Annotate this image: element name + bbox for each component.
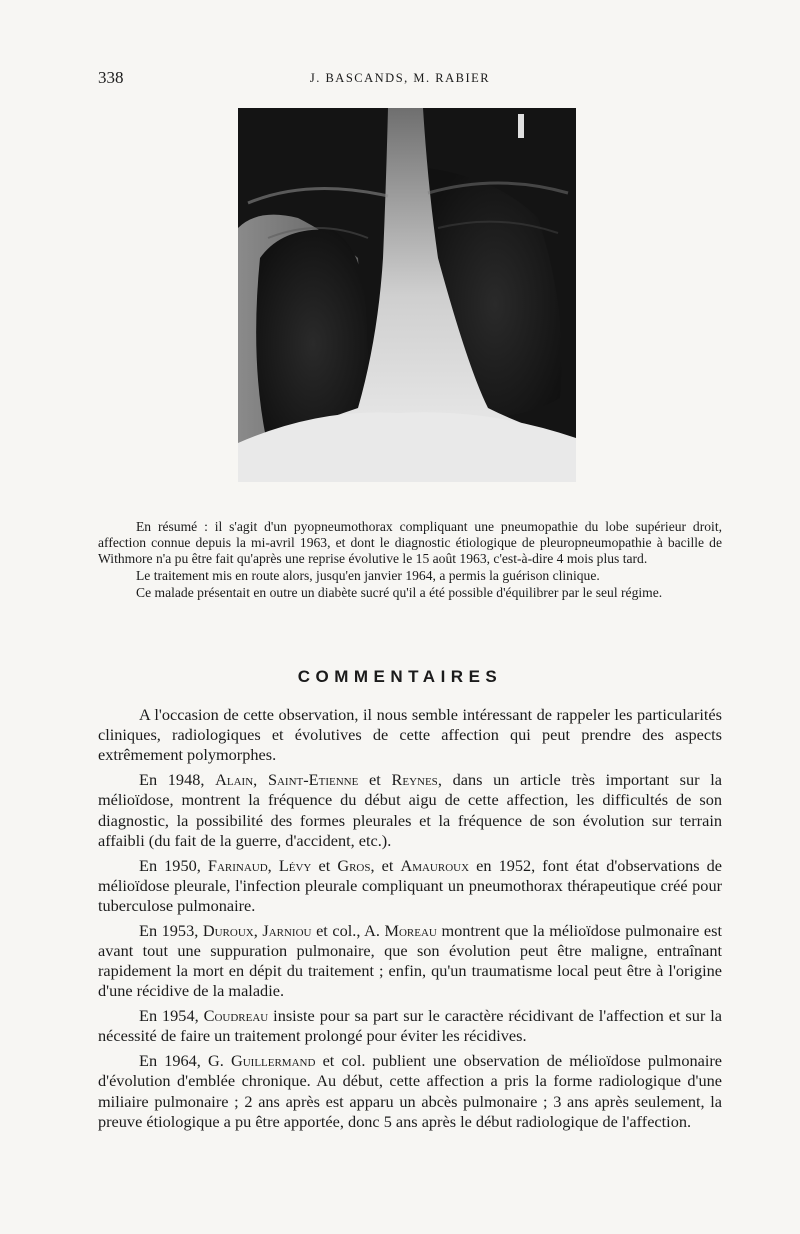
author-name: Saint-Etienne: [267, 770, 359, 790]
paragraph-5: En 1954, Coudreau insiste pour sa part sur le caractère récidivant de l'affection et sur la nécessité de faire un traitement prolongé pour éviter les récidives.: [98, 1006, 722, 1046]
section-title: COMMENTAIRES: [297, 667, 503, 686]
author-name: Coudreau: [203, 1006, 269, 1026]
summary-paragraph: En résumé : il s'agit d'un pyopneumothorax compliquant une pneumopathie du lobe supérieur droit, affection connue depuis la mi-avril 1963, et dont le diagnostic étiologique de pleuropneumopathie à bacille de Withmore n'a pu être fait qu'après une reprise évolutive le 15 août 1963, c'est-à-dire 4 mois plus tard.: [98, 519, 722, 567]
page-number: 338: [98, 68, 124, 87]
commentary-body: [98, 705, 722, 1137]
chest-radiograph-image: [238, 108, 576, 482]
author-name: Guillermand: [230, 1051, 316, 1071]
summary-paragraph: Le traitement mis en route alors, jusqu'en janvier 1964, a permis la guérison clinique.: [136, 568, 600, 584]
paragraph-6: En 1964, G. Guillermand et col. publient une observation de mélioïdose pulmonaire d'évolution d'emblée chronique. Au début, cette affection a pris la forme radiologique d'une miliaire pulmonaire ; 2 ans après est apparu un abcès pulmonaire ; 3 ans après seulement, la preuve étiologique a pu être apportée, donc 5 ans après le début radiologique de l'affection.: [98, 1051, 722, 1131]
case-summary: [98, 519, 722, 602]
running-head: J. BASCANDS, M. RABIER: [309, 71, 491, 85]
paragraph-3: En 1950, Farinaud, Lévy et Gros, et Amauroux en 1952, font état d'observations de mélioïdose pleurale, l'infection pleurale compliquant un pneumothorax thérapeutique créé pour tuberculose pulmonaire.: [98, 855, 723, 916]
paragraph-1: A l'occasion de cette observation, il nous semble intéressant de rappeler les particularités cliniques, radiologiques et évolutives de cette affection qui peut prendre des aspects extrêmement polymorphes.: [98, 705, 722, 765]
author-name: Farinaud: [207, 855, 268, 875]
author-name: Jarniou: [262, 920, 312, 940]
chest-radiograph: [238, 108, 576, 482]
author-name: Reynes: [391, 770, 438, 790]
paragraph-2: En 1948, Alain, Saint-Etienne et Reynes, dans un article très important sur la mélioïdose, montrent la fréquence du début aigu de cette affection, les difficultés de son diagnostic, la possibilité des formes pleurales et la fréquence de son évolution sur terrain affaibli (du fait de la guerre, d'accident, etc.).: [98, 770, 723, 850]
author-name: Alain: [215, 770, 254, 790]
page-header: [0, 68, 800, 92]
author-name: Moreau: [384, 920, 437, 940]
paragraph-4: En 1953, Duroux, Jarniou et col., A. Moreau montrent que la mélioïdose pulmonaire est avant tout une suppuration pulmonaire, que son évolution peut être maligne, entraînant rapidement la mort en dépit du traitement ; enfin, qu'un traumatisme local peut être à l'origine d'une récidive de la maladie.: [98, 920, 723, 1001]
summary-paragraph: Ce malade présentait en outre un diabète sucré qu'il a été possible d'équilibrer par le seul régime.: [136, 585, 663, 601]
author-name: Amauroux: [400, 855, 470, 875]
author-name: Gros: [337, 855, 371, 875]
author-name: Lévy: [278, 855, 312, 875]
author-name: Duroux: [202, 920, 254, 940]
